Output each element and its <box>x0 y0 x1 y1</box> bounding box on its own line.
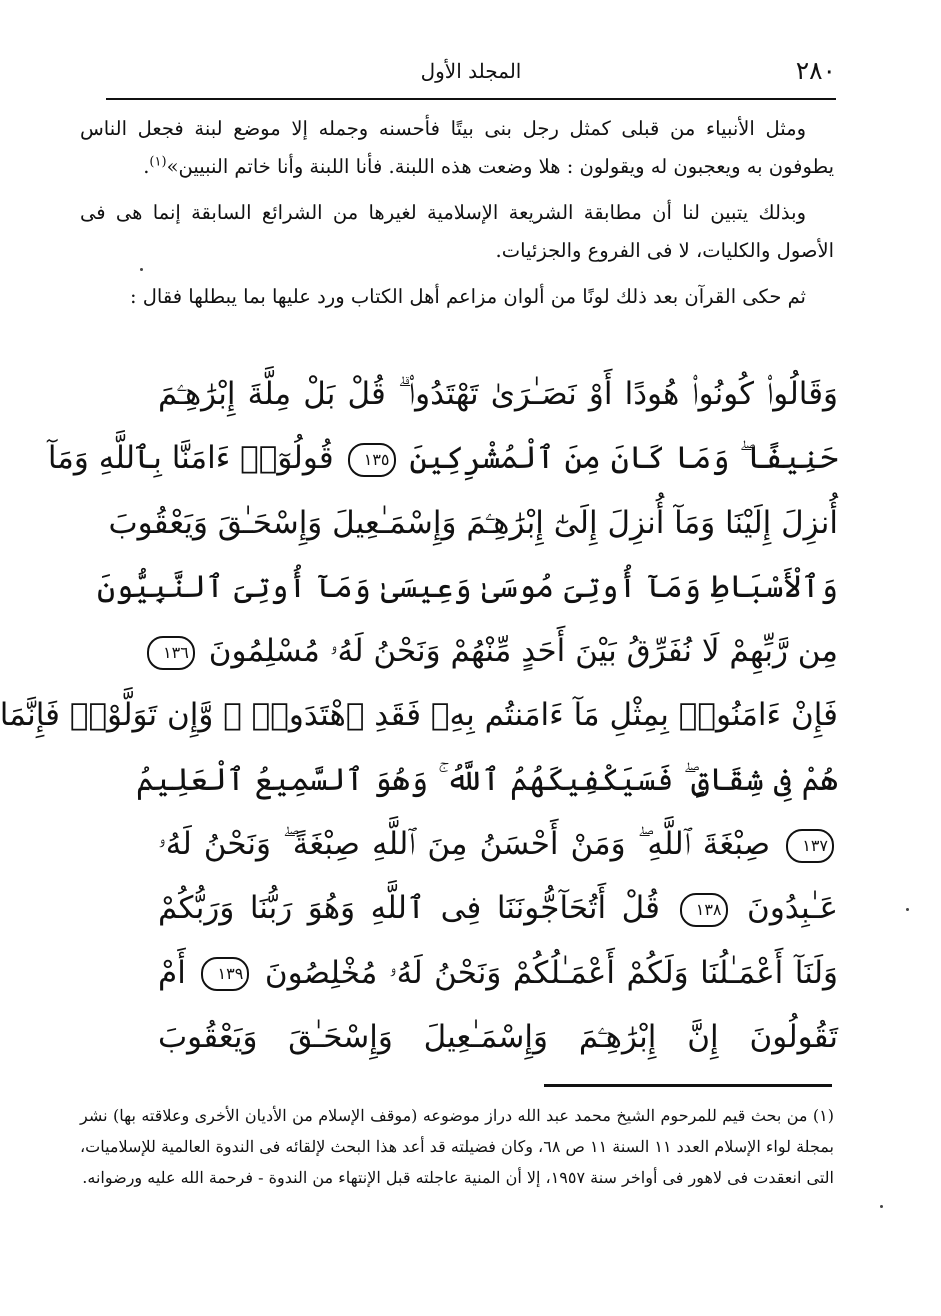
scan-speck <box>906 908 909 911</box>
scan-speck <box>140 268 143 271</box>
verse-text: تَقُولُونَ إِنَّ إِبْرَٰهِـۧمَ وَإِسْمَـٰعِيلَ وَإِسْحَـٰقَ وَيَعْقُوبَ <box>158 1018 838 1055</box>
quran-passage <box>0 362 839 1069</box>
scan-speck <box>880 1205 883 1208</box>
quran-line <box>0 683 838 747</box>
footnote-rule <box>544 1084 832 1087</box>
verse-text: حَنِيفًا ۖ وَمَا كَانَ مِنَ ٱلْمُشْرِكِينَ <box>409 440 838 477</box>
verse-text: قُلْ أَتُحَآجُّونَنَا فِى ٱللَّهِ وَهُوَ رَبُّنَا وَرَبُّكُمْ <box>158 890 660 927</box>
verse-text: وَقَالُوا۟ كُونُوا۟ هُودًا أَوْ نَصَـٰرَىٰ تَهْتَدُوا۟ ۗ قُلْ بَلْ مِلَّةَ إِبْرَٰهِـۧمَ <box>158 376 838 412</box>
header-rule <box>106 98 836 100</box>
verse-text: وَلَنَآ أَعْمَـٰلُنَا وَلَكُمْ أَعْمَـٰلُكُمْ وَنَحْنُ لَهُۥ مُخْلِصُونَ <box>264 954 839 991</box>
quran-line <box>158 362 838 426</box>
running-title: المجلد الأول <box>420 59 522 83</box>
quran-line <box>158 619 838 683</box>
verse-text: مِن رَّبِّهِمْ لَا نُفَرِّقُ بَيْنَ أَحَدٍ مِّنْهُمْ وَنَحْنُ لَهُۥ مُسْلِمُونَ <box>208 633 838 670</box>
quran-line <box>108 491 838 555</box>
ayah-number-marker: ١٣٦ <box>147 636 195 670</box>
verse-text: أُنزِلَ إِلَيْنَا وَمَآ أُنزِلَ إِلَىٰٓ إِبْرَٰهِـۧمَ وَإِسْمَـٰعِيلَ وَإِسْحَـٰقَ وَيَعْقُوبَ <box>108 504 838 541</box>
paragraph-hadith <box>80 110 834 186</box>
verse-text: فَإِنْ ءَامَنُوا۟ بِمِثْلِ مَآ ءَامَنتُم بِهِۦ فَقَدِ ٱهْتَدَوا۟ ۖ وَّإِن تَوَلَّوْا۟ فَإِنَّمَا <box>0 697 838 734</box>
footnote-reference: (١) <box>149 154 167 170</box>
verse-text: أَمْ <box>158 954 186 991</box>
page-header <box>106 56 836 92</box>
quran-line <box>158 812 838 876</box>
ayah-number-marker: ١٣٨ <box>680 893 728 927</box>
verse-text: وَٱلْأَسْبَاطِ وَمَآ أُوتِىَ مُوسَىٰ وَعِيسَىٰ وَمَآ أُوتِىَ ٱلنَّبِيُّونَ <box>96 568 838 605</box>
paragraph-conclusion: وبذلك يتبين لنا أن مطابقة الشريعة الإسلامية لغيرها من الشرائع السابقة إنما هى فى الأصول والكليات، لا فى الفروع والجزئيات. <box>80 201 834 262</box>
page-number: ٢٨٠ <box>795 56 836 85</box>
paragraph-tail: . <box>143 155 150 178</box>
ayah-number-marker: ١٣٩ <box>201 957 249 991</box>
ayah-number-marker: ١٣٧ <box>786 829 834 863</box>
verse-text: هُمْ فِى شِقَاقٍ ۖ فَسَيَكْفِيكَهُمُ ٱللَّهُ ۚ وَهُوَ ٱلسَّمِيعُ ٱلْعَلِيمُ <box>135 761 838 798</box>
quran-line <box>158 941 838 1005</box>
quran-line <box>135 748 838 812</box>
quran-line <box>158 1005 838 1069</box>
quran-line <box>158 876 838 940</box>
quran-line <box>96 555 838 619</box>
paragraph-text: ومثل الأنبياء من قبلى كمثل رجل بنى بيتًا فأحسنه وجمله إلا موضع لبنة فجعل الناس يطوفون به ويعجبون له ويقولون : هلا وضعت هذه اللبنة. فأنا اللبنة وأنا خاتم النبيين» <box>80 117 834 178</box>
ayah-number-marker: ١٣٥ <box>348 443 396 477</box>
footnote: (١) من بحث قيم للمرحوم الشيخ محمد عبد الله دراز موضوعه (موقف الإسلام من الأديان الأخرى وعلاقته بها) نشر بمجلة لواء الإسلام العدد ١١ السنة ١١ ص ٦٨، وكان فضيلته قد أعد هذا البحث لإلقائه فى الندوة العالمية للإسلاميات، التى انعقدت فى لاهور فى أواخر سنة ١٩٥٧، إلا أن المنية عاجلته قبل الإنتهاء من الندوة - فرحمة الله عليه ورضوانه. <box>80 1106 835 1187</box>
paragraph-intro: ثم حكى القرآن بعد ذلك لونًا من ألوان مزاعم أهل الكتاب ورد عليها بما يبطلها فقال : <box>130 285 806 308</box>
verse-text: قُولُوٓا۟ ءَامَنَّا بِٱللَّهِ وَمَآ <box>47 440 334 477</box>
verse-text: صِبْغَةَ ٱللَّهِ ۖ وَمَنْ أَحْسَنُ مِنَ ٱللَّهِ صِبْغَةً ۖ وَنَحْنُ لَهُۥ <box>158 826 771 863</box>
verse-text: عَـٰبِدُونَ <box>747 890 838 927</box>
quran-line <box>47 426 838 490</box>
body-text <box>80 110 834 324</box>
